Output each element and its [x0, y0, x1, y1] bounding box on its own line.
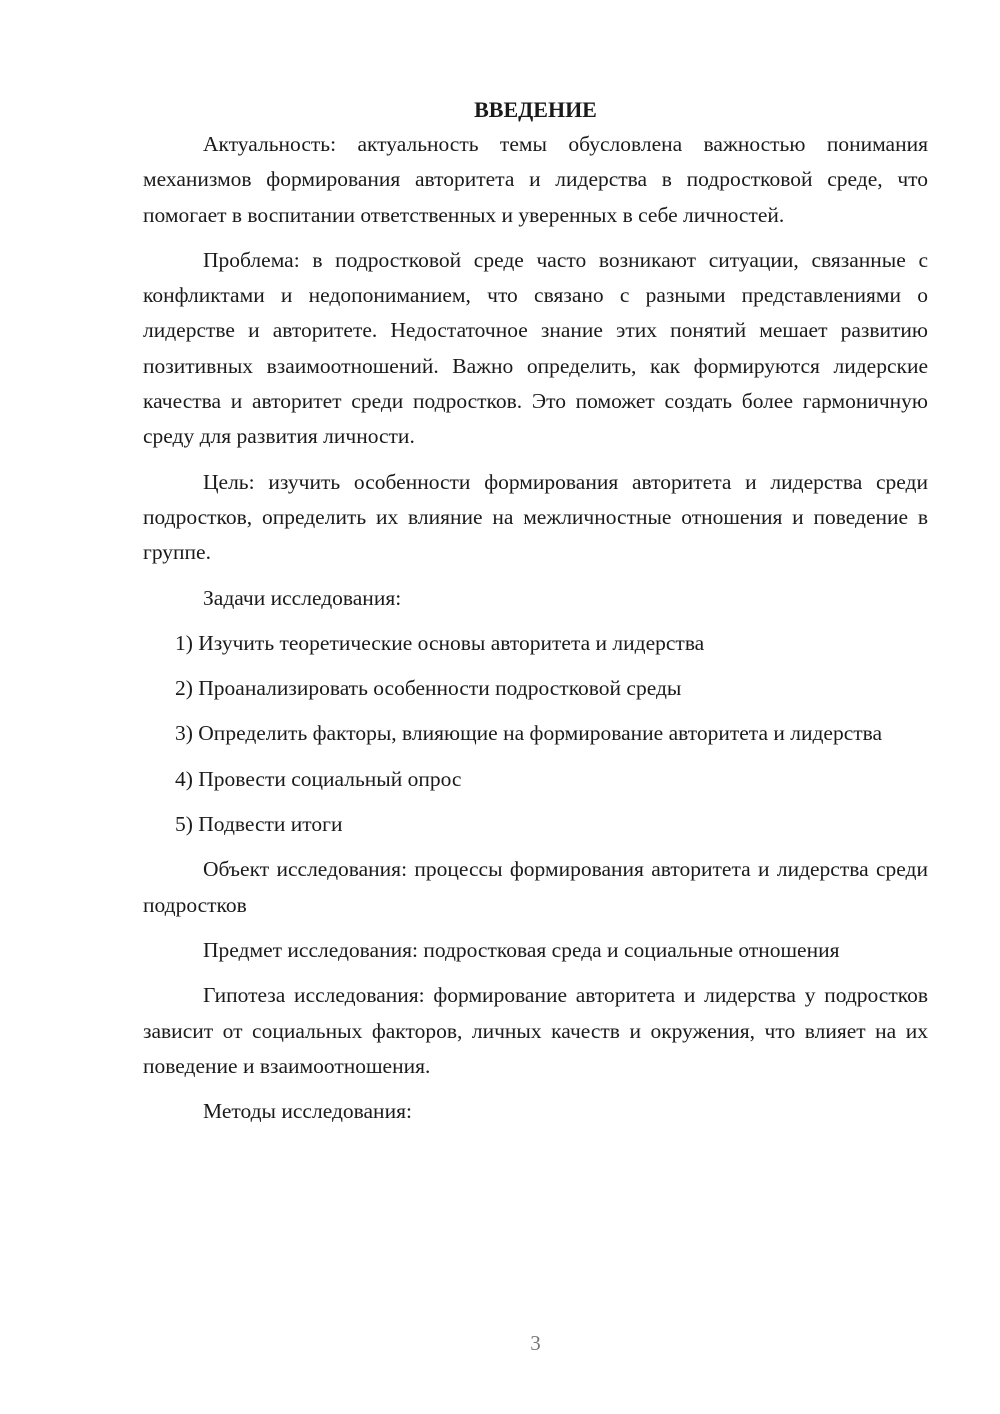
list-item: 5) Подвести итоги	[175, 812, 343, 837]
list-item: 4) Провести социальный опрос	[175, 766, 462, 791]
methods-paragraph: Методы исследования:	[203, 1099, 412, 1124]
problem-paragraph: Проблема: в подростковой среде часто возникают ситуации, связанные с конфликтами и недопониманием, что связано с разными представлениями о лидерстве и авторитете. Недостаточное знание этих понятий мешает развитию позитивных взаимоотношений. Важно определить, как формируются лидерские качества и авторитет среди подростков. Это поможет создать более гармоничную среду для развития личности.	[143, 247, 928, 449]
list-item: 3) Определить факторы, влияющие на формирование авторитета и лидерства	[175, 721, 883, 746]
tasks-title: Задачи исследования:	[203, 585, 402, 610]
document-page	[143, 92, 928, 1129]
page-title: ВВЕДЕНИЕ	[474, 97, 597, 122]
page-number: 3	[530, 1331, 541, 1355]
tasks-list	[143, 626, 928, 842]
list-item: 1) Изучить теоретические основы авторитета и лидерства	[175, 630, 705, 655]
relevance-paragraph: Актуальность: актуальность темы обусловлена важностью понимания механизмов формирования авторитета и лидерства в подростковой среде, что помогает в воспитании ответственных и уверенных в себе личностей.	[143, 132, 928, 227]
subject-paragraph: Предмет исследования: подростковая среда и социальные отношения	[203, 937, 840, 962]
object-paragraph: Объект исследования: процессы формирования авторитета и лидерства среди подростков	[143, 857, 928, 917]
hypothesis-paragraph: Гипотеза исследования: формирование авторитета и лидерства у подростков зависит от социальных факторов, личных качеств и окружения, что влияет на их поведение и взаимоотношения.	[143, 983, 928, 1078]
goal-paragraph: Цель: изучить особенности формирования авторитета и лидерства среди подростков, определить их влияние на межличностные отношения и поведение в группе.	[143, 469, 928, 565]
list-item: 2) Проанализировать особенности подростковой среды	[175, 676, 682, 701]
